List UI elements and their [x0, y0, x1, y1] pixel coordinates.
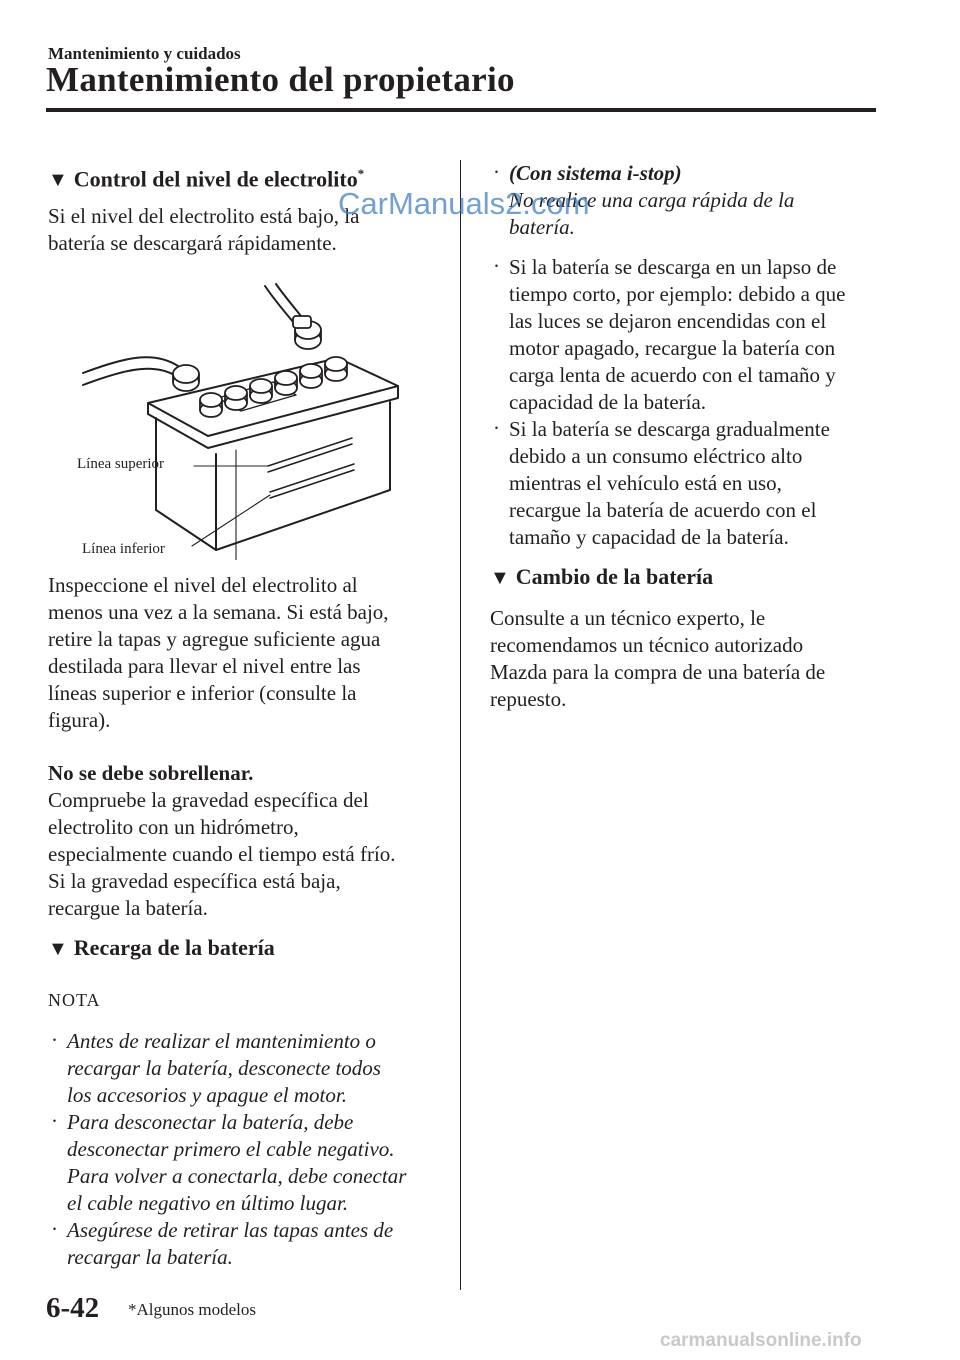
note-heading: NOTA: [48, 990, 101, 1010]
list-item: · Si la batería se descarga gradualmente debido a un consumo eléctrico alto mientras el vehículo está en uso, recargue la batería de acuerdo con el tamaño y capacidad de la batería.: [493, 416, 830, 549]
down-triangle-icon: ▼: [48, 169, 68, 192]
heading-electrolyte: ▼ Control del nivel de electrolito*: [48, 166, 365, 192]
label-upper-line: Línea superior: [77, 456, 165, 472]
heading-replacement: ▼ Cambio de la batería: [490, 564, 714, 589]
list-item: · Antes de realizar el mantenimiento o recargar la batería, desconecte todos los accesorios y apague el motor.: [51, 1028, 381, 1107]
discharge-list: [490, 254, 900, 551]
list-item: · Para desconectar la batería, debe desconectar primero el cable negativo. Para volver a conectarla, debe conectar el cable negativo en último lugar.: [51, 1109, 407, 1215]
bullet-dot-icon: ·: [51, 1028, 58, 1052]
bullet-dot-icon: ·: [493, 254, 500, 278]
title-rule: [46, 108, 876, 112]
bullet-dot-icon: ·: [493, 416, 500, 440]
footnote: *Algunos modelos: [128, 1300, 256, 1319]
page-title: Mantenimiento del propietario: [46, 60, 515, 99]
overfill-warning: No se debe sobrellenar.: [48, 761, 254, 785]
section-label: Mantenimiento y cuidados: [48, 44, 241, 63]
battery-figure: [68, 278, 418, 560]
list-item: · Asegúrese de retirar las tapas antes de recargar la batería.: [51, 1217, 394, 1269]
down-triangle-icon: ▼: [490, 567, 510, 589]
bullet-dot-icon: ·: [51, 1109, 58, 1133]
heading-recharge: ▼ Recarga de la batería: [48, 935, 275, 960]
page-number: 6-42: [46, 1292, 100, 1324]
note-list: [48, 1028, 453, 1271]
replacement-paragraph: Consulte a un técnico experto, le recomendamos un técnico autorizado Mazda para la compra de una batería de repuesto.: [490, 606, 826, 711]
label-lower-line: Línea inferior: [82, 541, 165, 557]
footer-site-watermark: carmanualsonline.info: [660, 1330, 862, 1351]
bullet-dot-icon: ·: [51, 1217, 58, 1241]
inspection-paragraph: Inspeccione el nivel del electrolito al menos una vez a la semana. Si está bajo, retire la tapas y agregue suficiente agua destilada para llevar el nivel entre las líneas superior e inferior (consulte la figura).: [48, 573, 389, 732]
down-triangle-icon: ▼: [48, 938, 68, 960]
column-divider: [460, 160, 461, 1290]
list-item: · Si la batería se descarga en un lapso de tiempo corto, por ejemplo: debido a que las luces se dejaron encendidas con el motor apagado, recargue la batería con carga lenta de acuerdo con el tamaño y capacidad de la batería.: [493, 254, 846, 414]
watermark: CarManuals2.com: [338, 186, 590, 221]
electrolyte-intro: Si el nivel del electrolito está bajo, la batería se descargará rápidamente.: [48, 204, 360, 255]
list-item: · (Con sistema i-stop) No realice una carga rápida de la batería.: [493, 160, 795, 239]
bullet-dot-icon: ·: [493, 160, 500, 184]
gravity-paragraph: Compruebe la gravedad específica del electrolito con un hidrómetro, especialmente cuando el tiempo está frío. Si la gravedad específica está baja, recargue la batería.: [48, 788, 396, 920]
